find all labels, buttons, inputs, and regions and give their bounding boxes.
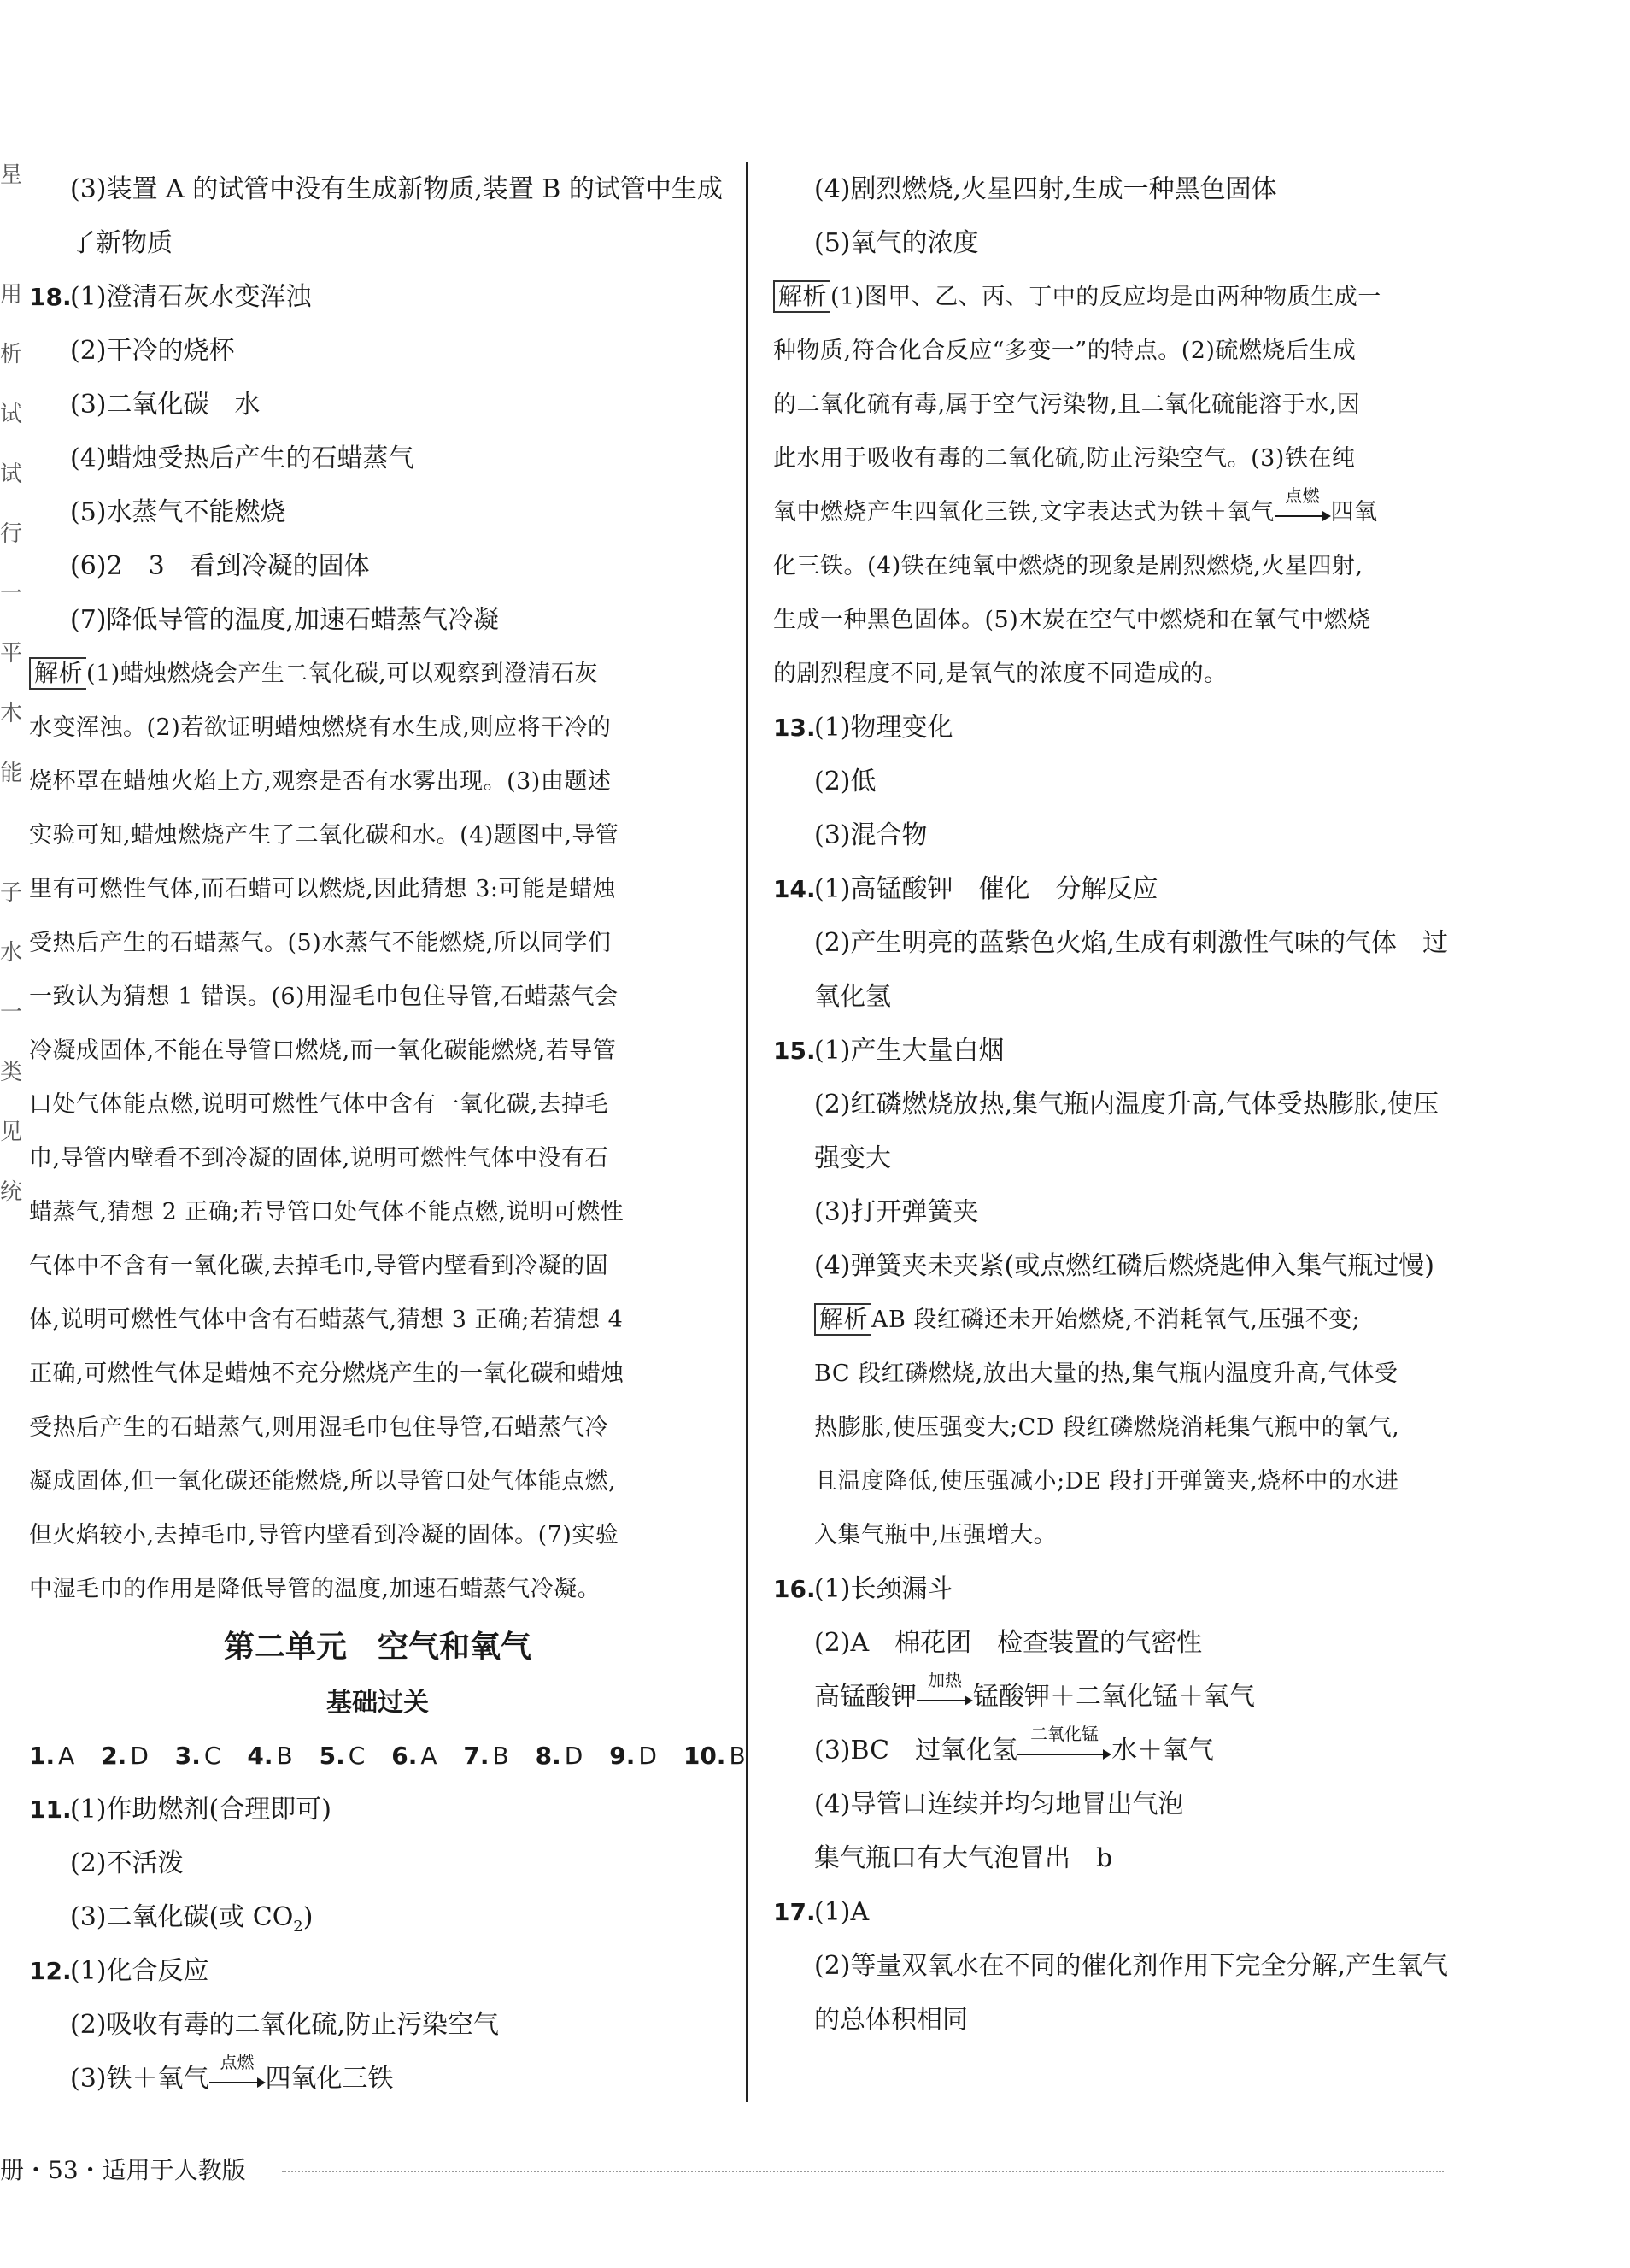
- answer-line: [29, 1890, 726, 1944]
- analysis-line: 实验可知,蜡烛燃烧产生了二氧化碳和水。(4)题图中,导管: [29, 822, 619, 849]
- answer-line: (2)红磷燃烧放热,集气瓶内温度升高,气体受热膨胀,使压: [814, 1090, 1439, 1119]
- mc-number: 4.: [247, 1742, 273, 1770]
- reaction-condition: 二氧化锰: [1030, 1724, 1099, 1744]
- analysis-line: 且温度降低,使压强减小;DE 段打开弹簧夹,烧杯中的水进: [814, 1468, 1399, 1495]
- question-16: [773, 1562, 1469, 1616]
- reactants: 高锰酸钾: [814, 1682, 917, 1712]
- section-title: 基础过关: [326, 1688, 429, 1718]
- footer-dotted-rule: [282, 2171, 1444, 2172]
- mc-answer: A: [420, 1742, 437, 1770]
- reaction-arrow: [917, 1670, 973, 1715]
- footer-text: 册・53・适用于人教版: [0, 2156, 246, 2184]
- question-number: 15.: [773, 1037, 816, 1065]
- answer-line: (5)氧气的浓度: [814, 228, 979, 258]
- answer-text: (1)作助燃剂(合理即可): [70, 1795, 331, 1824]
- answer-line: (2)产生明亮的蓝紫色火焰,生成有刺激性气味的气体 过: [814, 928, 1449, 958]
- answer-text: (1)长颈漏斗: [814, 1574, 953, 1604]
- analysis-line: 受热后产生的石蜡蒸气,则用湿毛巾包住导管,石蜡蒸气冷: [29, 1414, 609, 1441]
- analysis-tag: 解析: [773, 280, 830, 313]
- question-18: [29, 270, 726, 324]
- mc-item: [320, 1742, 366, 1770]
- mc-number: 5.: [319, 1742, 345, 1770]
- mc-answer: D: [638, 1742, 657, 1770]
- reaction-arrow: [209, 2052, 266, 2097]
- answer-line: (5)水蒸气不能燃烧: [70, 497, 286, 527]
- question-15: [773, 1024, 1469, 1078]
- mc-number: 6.: [391, 1742, 418, 1770]
- mc-item: [609, 1742, 657, 1770]
- question-11: [29, 1783, 726, 1836]
- analysis-line: 中湿毛巾的作用是降低导管的温度,加速石蜡蒸气冷凝。: [29, 1576, 601, 1602]
- column-divider: [746, 162, 748, 2102]
- analysis-line: 此水用于吸收有毒的二氧化硫,防止污染空气。(3)铁在纯: [773, 445, 1356, 472]
- question-number: 18.: [29, 283, 72, 311]
- text-line: (3)装置 A 的试管中没有生成新物质,装置 B 的试管中生成: [70, 174, 723, 204]
- analysis-line: 凝成固体,但一氧化碳还能燃烧,所以导管口处气体能点燃,: [29, 1468, 617, 1495]
- answer-text: (1)高锰酸钾 催化 分解反应: [814, 874, 1158, 904]
- analysis-line: 口处气体能点燃,说明可燃性气体中含有一氧化碳,去掉毛: [29, 1091, 609, 1118]
- analysis-line: 烧杯罩在蜡烛火焰上方,观察是否有水雾出现。(3)由题述: [29, 768, 612, 795]
- question-number: 14.: [773, 875, 816, 903]
- question-number: 17.: [773, 1898, 816, 1926]
- reaction-condition: 点燃: [220, 2052, 255, 2072]
- analysis-line: [773, 485, 1469, 539]
- answer-line: (2)等量双氧水在不同的催化剂作用下完全分解,产生氧气: [814, 1951, 1449, 1981]
- reaction-arrow: [1275, 485, 1331, 531]
- analysis-text: (1)图甲、乙、丙、丁中的反应均是由两种物质生成一: [830, 284, 1381, 310]
- subscript: 2: [293, 1918, 303, 1936]
- question-number: 16.: [773, 1575, 816, 1603]
- analysis-line: 体,说明可燃性气体中含有石蜡蒸气,猜想 3 正确;若猜想 4: [29, 1307, 624, 1333]
- answer-line: (2)低: [814, 767, 877, 796]
- text-line: 了新物质: [70, 228, 173, 258]
- analysis-text: (1)蜡烛燃烧会产生二氧化碳,可以观察到澄清石灰: [86, 661, 598, 687]
- answer-line: (7)降低导管的温度,加速石蜡蒸气冷凝: [70, 605, 500, 635]
- unit-title: 第二单元 空气和氧气: [223, 1629, 531, 1665]
- question-17: [773, 1885, 1469, 1939]
- mc-item: [247, 1742, 292, 1770]
- answer-text: (1)A: [814, 1897, 870, 1927]
- answer-text: (3)二氧化碳(或 CO: [70, 1902, 294, 1932]
- answer-text: (1)物理变化: [814, 713, 953, 743]
- reaction-condition: 加热: [928, 1670, 962, 1690]
- equation-line: [773, 1724, 1469, 1777]
- question-13: [773, 701, 1469, 755]
- analysis-line: 气体中不含有一氧化碳,去掉毛巾,导管内壁看到冷凝的固: [29, 1253, 609, 1279]
- products: 锰酸钾＋二氧化锰＋氧气: [973, 1682, 1255, 1712]
- answer-line: (2)A 棉花团 检查装置的气密性: [814, 1628, 1203, 1658]
- analysis-line: 热膨胀,使压强变大;CD 段红磷燃烧消耗集气瓶中的氧气,: [814, 1414, 1400, 1441]
- analysis-line: 冷凝成固体,不能在导管口燃烧,而一氧化碳能燃烧,若导管: [29, 1037, 617, 1064]
- equation-line: [773, 1670, 1469, 1724]
- answer-line: (6)2 3 看到冷凝的固体: [70, 551, 370, 581]
- analysis-line: 蜡蒸气,猜想 2 正确;若导管口处气体不能点燃,说明可燃性: [29, 1199, 624, 1225]
- answer-line: 集气瓶口有大气泡冒出 b: [814, 1843, 1113, 1873]
- analysis-line: 受热后产生的石蜡蒸气。(5)水蒸气不能燃烧,所以同学们: [29, 930, 612, 956]
- question-number: 13.: [773, 714, 816, 742]
- mc-answer: B: [729, 1742, 746, 1770]
- reaction-condition: 点燃: [1285, 485, 1321, 506]
- question-12: [29, 1944, 726, 1998]
- mc-item: [536, 1742, 583, 1770]
- analysis-text: 氧中燃烧产生四氧化三铁,文字表达式为铁＋氧气: [773, 499, 1275, 526]
- analysis-line: 的二氧化硫有毒,属于空气污染物,且二氧化硫能溶于水,因: [773, 391, 1361, 418]
- right-column: [773, 162, 1469, 2047]
- answer-line: (3)混合物: [814, 820, 928, 850]
- analysis-line: [773, 270, 1469, 324]
- mc-number: 2.: [101, 1742, 127, 1770]
- analysis-text: AB 段红磷还未开始燃烧,不消耗氧气,压强不变;: [871, 1307, 1361, 1333]
- analysis-line: 化三铁。(4)铁在纯氧中燃烧的现象是剧烈燃烧,火星四射,: [773, 553, 1363, 579]
- answer-text: ): [302, 1902, 314, 1932]
- mc-item: [175, 1742, 221, 1770]
- answer-line: (4)蜡烛受热后产生的石蜡蒸气: [70, 444, 414, 473]
- mc-number: 1.: [29, 1742, 56, 1770]
- analysis-line: 入集气瓶中,压强增大。: [814, 1522, 1058, 1548]
- mc-answer: B: [276, 1742, 293, 1770]
- multiple-choice-answers: [29, 1729, 746, 1783]
- analysis-line: 生成一种黑色固体。(5)木炭在空气中燃烧和在氧气中燃烧: [773, 607, 1371, 633]
- answer-line: (4)导管口连续并均匀地冒出气泡: [814, 1789, 1184, 1819]
- analysis-line: BC 段红磷燃烧,放出大量的热,集气瓶内温度升高,气体受: [814, 1360, 1398, 1387]
- left-column: [29, 162, 746, 2106]
- binding-margin-text: 星 用 析 试 试 行 一 平 木 能 子 水 一 类 见 统: [0, 162, 23, 1205]
- mc-item: [29, 1742, 74, 1770]
- reaction-arrow: [1017, 1724, 1111, 1769]
- analysis-tag: 解析: [29, 657, 86, 690]
- analysis-line: 一致认为猜想 1 错误。(6)用湿毛巾包住导管,石蜡蒸气会: [29, 984, 619, 1010]
- mc-number: 7.: [463, 1742, 490, 1770]
- answer-text: (1)化合反应: [70, 1956, 209, 1986]
- analysis-line: 种物质,符合化合反应“多变一”的特点。(2)硫燃烧后生成: [773, 338, 1357, 364]
- mc-answer: A: [58, 1742, 75, 1770]
- answer-line: (4)剧烈燃烧,火星四射,生成一种黑色固体: [814, 174, 1277, 204]
- reactants: (3)BC 过氧化氢: [814, 1736, 1018, 1766]
- equation-line: [29, 2052, 726, 2106]
- mc-answer: C: [348, 1742, 366, 1770]
- reactants: (3)铁＋氧气: [70, 2064, 209, 2094]
- analysis-line: 的剧烈程度不同,是氧气的浓度不同造成的。: [773, 661, 1228, 687]
- mc-item: [391, 1742, 437, 1770]
- analysis-line: [29, 647, 726, 701]
- analysis-tag: 解析: [814, 1303, 871, 1336]
- mc-number: 8.: [535, 1742, 561, 1770]
- question-14: [773, 862, 1469, 916]
- question-number: 12.: [29, 1957, 72, 1985]
- mc-item: [101, 1742, 149, 1770]
- analysis-line: [773, 1293, 1469, 1347]
- answer-line: 强变大: [814, 1143, 891, 1173]
- analysis-text: 四氧: [1330, 499, 1378, 526]
- mc-answer: C: [203, 1742, 221, 1770]
- answer-line: (2)干冷的烧杯: [70, 336, 235, 366]
- answer-line: (2)不活泼: [70, 1848, 184, 1878]
- answer-line: (3)二氧化碳 水: [70, 390, 261, 420]
- mc-answer: B: [492, 1742, 509, 1770]
- products: 四氧化三铁: [265, 2064, 394, 2094]
- analysis-line: 巾,导管内壁看不到冷凝的固体,说明可燃性气体中没有石: [29, 1145, 609, 1172]
- mc-item: [463, 1742, 508, 1770]
- mc-answer: D: [130, 1742, 149, 1770]
- answer-line: (4)弹簧夹未夹紧(或点燃红磷后燃烧匙伸入集气瓶过慢): [814, 1251, 1434, 1281]
- answer-line: 的总体积相同: [814, 2005, 968, 2035]
- mc-number: 9.: [609, 1742, 636, 1770]
- analysis-line: 里有可燃性气体,而石蜡可以燃烧,因此猜想 3:可能是蜡烛: [29, 876, 617, 902]
- mc-item: [683, 1742, 746, 1770]
- page-footer: [0, 2153, 1469, 2188]
- answer-line: (3)打开弹簧夹: [814, 1197, 979, 1227]
- analysis-line: 正确,可燃性气体是蜡烛不充分燃烧产生的一氧化碳和蜡烛: [29, 1360, 624, 1387]
- answer-line: (2)吸收有毒的二氧化硫,防止污染空气: [70, 2010, 500, 2040]
- question-number: 11.: [29, 1795, 72, 1824]
- mc-answer: D: [564, 1742, 583, 1770]
- products: 水＋氧气: [1111, 1736, 1215, 1766]
- mc-number: 3.: [174, 1742, 201, 1770]
- mc-number: 10.: [683, 1742, 726, 1770]
- analysis-line: 水变浑浊。(2)若欲证明蜡烛燃烧有水生成,则应将干冷的: [29, 714, 612, 741]
- answer-line: 氧化氢: [814, 982, 891, 1012]
- answer-text: (1)产生大量白烟: [814, 1036, 1005, 1066]
- analysis-line: 但火焰较小,去掉毛巾,导管内壁看到冷凝的固体。(7)实验: [29, 1522, 619, 1548]
- answer-text: (1)澄清石灰水变浑浊: [70, 282, 312, 312]
